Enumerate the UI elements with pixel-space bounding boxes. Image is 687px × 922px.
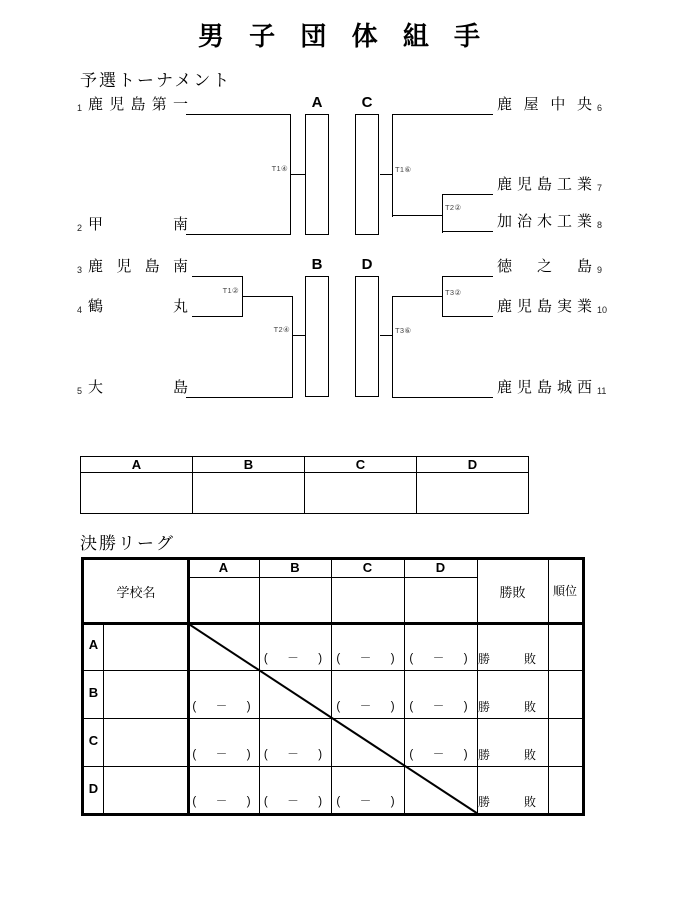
bracket-line <box>442 194 443 233</box>
prelim-heading: 予選トーナメント <box>80 71 232 90</box>
bracket-line <box>192 276 243 277</box>
slot-box-b <box>305 276 329 397</box>
league-row-label: A <box>88 637 99 652</box>
qualifier-col-d: D <box>417 457 529 473</box>
bracket-line <box>186 114 291 115</box>
block-label-b: B <box>311 256 323 273</box>
seed-number: 7 <box>597 183 603 193</box>
block-label-c: C <box>361 94 373 111</box>
seed-number: 1 <box>77 103 83 113</box>
score-cell: ( － ) <box>263 749 327 761</box>
league-gridline <box>84 622 582 625</box>
bracket-line <box>442 231 493 232</box>
match-code: T1⑥ <box>395 165 412 174</box>
record-header: 勝敗 <box>499 585 526 600</box>
team-label: 鹿児島第一 <box>88 96 188 113</box>
bracket-line <box>442 276 493 277</box>
score-cell: ( － ) <box>192 701 255 713</box>
slot-box-c <box>355 114 379 235</box>
bracket-line <box>242 296 293 297</box>
league-row-label: D <box>88 781 99 796</box>
bracket-line <box>392 397 493 398</box>
score-cell: ( － ) <box>336 653 399 665</box>
score-cell: ( － ) <box>263 653 327 665</box>
bracket-line <box>290 174 306 175</box>
qualifier-cell <box>81 473 193 514</box>
qualifier-col-b: B <box>193 457 305 473</box>
bracket-line <box>442 316 493 317</box>
league-gridline <box>331 560 332 813</box>
final-heading: 決勝リーグ <box>80 534 175 553</box>
bracket-line <box>442 194 493 195</box>
seed-number: 6 <box>597 103 603 113</box>
bracket-line <box>392 296 443 297</box>
score-cell: ( － ) <box>409 701 472 713</box>
seed-number: 2 <box>77 223 83 233</box>
seed-number: 5 <box>77 386 83 396</box>
slot-box-d <box>355 276 379 397</box>
seed-number: 3 <box>77 265 83 275</box>
qualifier-cell <box>305 473 417 514</box>
league-col-c: C <box>362 560 373 575</box>
league-gridline <box>84 766 582 767</box>
seed-number: 11 <box>597 386 607 396</box>
match-code: T1② <box>222 286 239 295</box>
page-title: 男 子 団 体 組 手 <box>197 21 490 51</box>
block-label-d: D <box>361 256 373 273</box>
team-label: 鶴丸 <box>88 298 188 315</box>
bracket-line <box>392 114 393 217</box>
league-col-b: B <box>290 560 300 575</box>
qualifier-cell <box>193 473 305 514</box>
league-row-label: B <box>88 685 99 700</box>
team-label: 甲南 <box>88 216 188 233</box>
bracket-line <box>392 296 393 398</box>
record-cell: 勝 敗 <box>477 700 547 714</box>
score-cell: ( － ) <box>336 701 399 713</box>
team-label: 大島 <box>88 379 188 396</box>
score-cell: ( － ) <box>336 796 399 808</box>
record-cell: 勝 敗 <box>477 795 547 809</box>
record-cell: 勝 敗 <box>477 652 547 666</box>
score-cell: ( － ) <box>409 653 472 665</box>
slot-box-a <box>305 114 329 235</box>
rank-header: 順位 <box>552 584 577 598</box>
league-gridline <box>404 560 405 813</box>
league-gridline <box>84 670 582 671</box>
bracket-line <box>292 296 293 398</box>
score-cell: ( － ) <box>263 796 327 808</box>
score-cell: ( － ) <box>409 749 472 761</box>
school-name-header: 学校名 <box>116 585 156 600</box>
record-cell: 勝 敗 <box>477 748 547 762</box>
bracket-line <box>192 316 243 317</box>
league-col-a: A <box>218 560 229 575</box>
team-label: 鹿児島城西 <box>497 379 592 396</box>
bracket-line <box>186 234 291 235</box>
team-label: 鹿屋中央 <box>497 96 592 113</box>
bracket-line <box>392 114 493 115</box>
qualifier-cell <box>417 473 529 514</box>
score-cell: ( － ) <box>192 796 255 808</box>
qualifier-table <box>80 456 529 514</box>
bracket-line <box>392 215 443 216</box>
league-gridline <box>188 577 478 578</box>
match-code: T2④ <box>273 325 290 334</box>
match-code: T3⑥ <box>395 326 412 335</box>
score-cell: ( － ) <box>192 749 255 761</box>
league-col-d: D <box>435 560 446 575</box>
match-code: T1④ <box>271 164 288 173</box>
bracket-line <box>186 397 293 398</box>
qualifier-col-a: A <box>81 457 193 473</box>
team-label: 加治木工業 <box>497 213 592 230</box>
league-gridline <box>259 560 260 813</box>
team-label: 徳之島 <box>497 258 592 275</box>
qualifier-col-c: C <box>305 457 417 473</box>
seed-number: 10 <box>597 305 608 315</box>
match-code: T2② <box>445 203 462 212</box>
team-label: 鹿児島南 <box>88 258 188 275</box>
team-label: 鹿児島実業 <box>497 298 592 315</box>
seed-number: 8 <box>597 220 603 230</box>
team-label: 鹿児島工業 <box>497 176 592 193</box>
bracket-line <box>442 276 443 317</box>
bracket-line <box>292 335 306 336</box>
block-label-a: A <box>311 94 323 111</box>
seed-number: 9 <box>597 265 603 275</box>
seed-number: 4 <box>77 305 83 315</box>
match-code: T3② <box>445 288 462 297</box>
league-row-label: C <box>88 733 99 748</box>
